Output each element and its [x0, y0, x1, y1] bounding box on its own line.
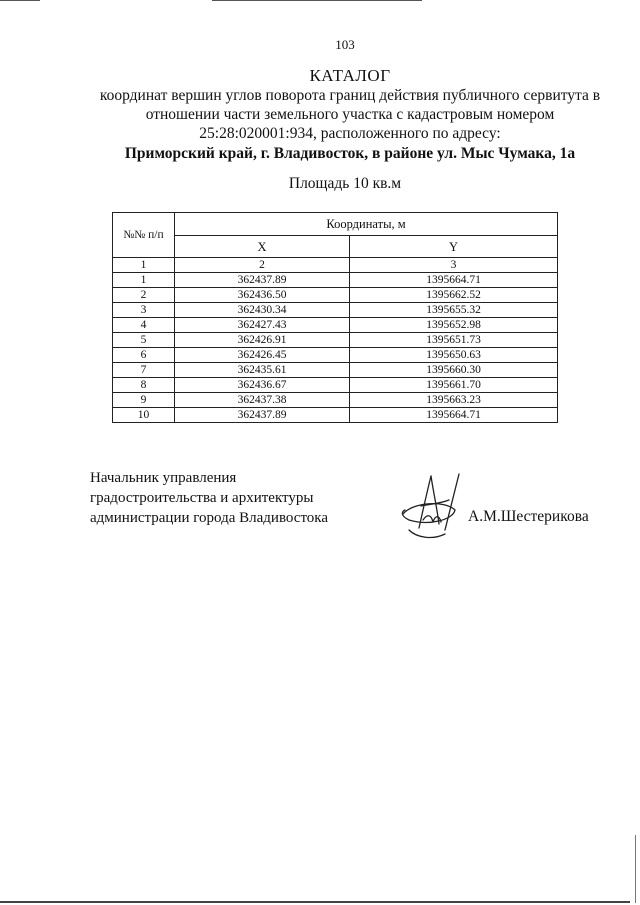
- table-row: [113, 333, 558, 348]
- table-row: [113, 318, 558, 333]
- signer-name: А.М.Шестерикова: [468, 508, 589, 525]
- point-number: 8: [113, 378, 175, 393]
- x-value: 362426.91: [175, 333, 350, 348]
- x-value: 362430.34: [175, 303, 350, 318]
- point-number: 9: [113, 393, 175, 408]
- address-line: Приморский край, г. Владивосток, в районе ул. Мыс Чумака, 1а: [124, 145, 576, 162]
- y-value: 1395652.98: [350, 318, 558, 333]
- header-line-2: отношении части земельного участка с кадастровым номером: [145, 106, 555, 123]
- signatory-title-line-1: Начальник управления: [90, 470, 237, 486]
- y-value: 1395662.52: [350, 288, 558, 303]
- table-row: [113, 273, 558, 288]
- coords-header: Координаты, м: [175, 213, 558, 236]
- y-value: 1395664.71: [350, 408, 558, 423]
- table-row: [113, 378, 558, 393]
- y-value: 1395655.32: [350, 303, 558, 318]
- table-row: [113, 303, 558, 318]
- y-header: Y: [350, 236, 558, 258]
- coordinates-table: [112, 212, 558, 423]
- y-value: 1395661.70: [350, 378, 558, 393]
- x-value: 362426.45: [175, 348, 350, 363]
- y-value: 1395664.71: [350, 273, 558, 288]
- column-index: 3: [350, 258, 558, 273]
- y-value: 1395663.23: [350, 393, 558, 408]
- column-index: 1: [113, 258, 175, 273]
- handwritten-signature-image: [393, 470, 465, 550]
- y-value: 1395660.30: [350, 363, 558, 378]
- point-number: 4: [113, 318, 175, 333]
- page-number: 103: [335, 37, 355, 52]
- signatory-title: [90, 468, 328, 528]
- x-value: 362436.50: [175, 288, 350, 303]
- x-value: 362435.61: [175, 363, 350, 378]
- table-row: [113, 393, 558, 408]
- column-index-row: [113, 258, 558, 273]
- document-header: [60, 66, 640, 164]
- x-value: 362437.38: [175, 393, 350, 408]
- table-row: [113, 363, 558, 378]
- table-row: [113, 288, 558, 303]
- scan-edge-top-left: [0, 0, 40, 1]
- point-number: 10: [113, 408, 175, 423]
- point-number: 2: [113, 288, 175, 303]
- x-value: 362436.67: [175, 378, 350, 393]
- num-header: №№ п/п: [113, 213, 175, 258]
- point-number: 6: [113, 348, 175, 363]
- area-label: Площадь 10 кв.м: [288, 175, 402, 192]
- x-header: X: [175, 236, 350, 258]
- signatory-title-line-2: градостроительства и архитектуры: [90, 490, 314, 506]
- point-number: 5: [113, 333, 175, 348]
- y-value: 1395651.73: [350, 333, 558, 348]
- catalog-title: КАТАЛОГ: [309, 66, 391, 85]
- header-line-3: 25:28:020001:934, расположенного по адресу:: [199, 125, 501, 142]
- scan-edge-top-center: [212, 0, 422, 1]
- table-row: [113, 348, 558, 363]
- signatory-title-line-3: администрации города Владивостока: [90, 510, 329, 526]
- table-row: [113, 408, 558, 423]
- point-number: 3: [113, 303, 175, 318]
- column-index: 2: [175, 258, 350, 273]
- x-value: 362437.89: [175, 273, 350, 288]
- point-number: 1: [113, 273, 175, 288]
- x-value: 362437.89: [175, 408, 350, 423]
- header-line-1: координат вершин углов поворота границ действия публичного сервитута в: [99, 87, 601, 104]
- y-value: 1395650.63: [350, 348, 558, 363]
- x-value: 362427.43: [175, 318, 350, 333]
- scan-edge-right: [635, 835, 636, 903]
- point-number: 7: [113, 363, 175, 378]
- scan-edge-bottom: [0, 901, 630, 903]
